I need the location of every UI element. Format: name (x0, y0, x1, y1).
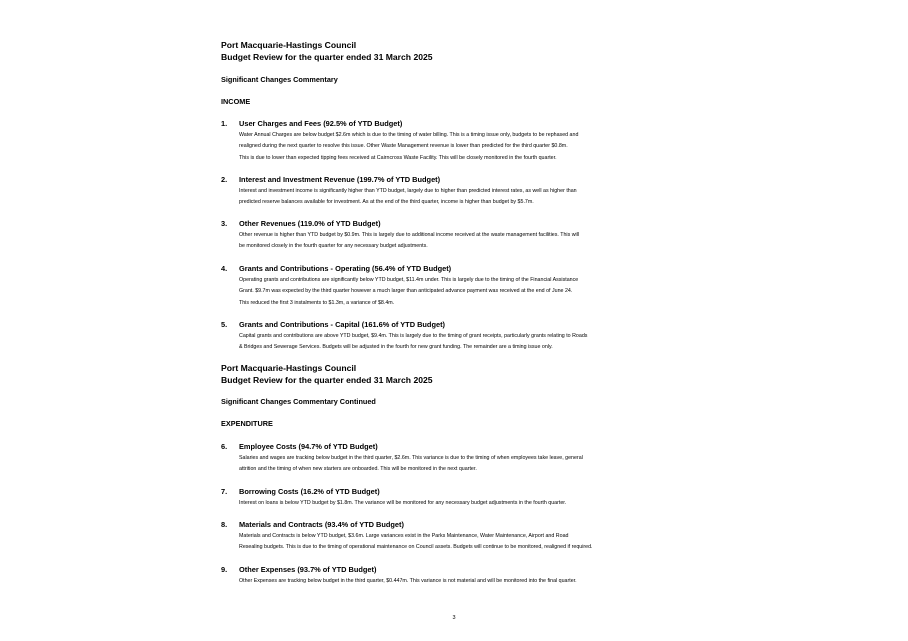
item-number: 2. (221, 175, 228, 184)
item-title: User Charges and Fees (92.5% of YTD Budget) (239, 119, 403, 128)
item-number: 7. (221, 487, 228, 496)
item-body: Salaries and wages are tracking below budget in the third quarter, $2.6m. This variance is due to the timing of when employees take leave, general attrition and the timing of when new starters are onboarded. This will be monitored in the next quarter. (239, 455, 583, 473)
page-number: 3 (452, 615, 456, 621)
item-body: Other Expenses are tracking below budget in the third quarter, $0.447m. This variance is not material and will be monitored into the final quarter. (239, 578, 577, 584)
item-title: Other Expenses (93.7% of YTD Budget) (239, 565, 377, 574)
item-number: 6. (221, 442, 228, 451)
section-heading: Significant Changes Commentary (221, 75, 338, 84)
item-title: Employee Costs (94.7% of YTD Budget) (239, 442, 378, 451)
item-body: Interest and investment income is significantly higher than YTD budget, largely due to higher than predicted interest rates, as well as higher than predicted reserve balances available for investment. As at the end of the third quarter, income is higher than budget by $5.7m. (239, 188, 577, 206)
item-number: 9. (221, 565, 228, 574)
report-header (221, 40, 701, 63)
item-title: Grants and Contributions - Operating (56.4% of YTD Budget) (239, 264, 452, 273)
item-number: 8. (221, 520, 228, 529)
item-body: Capital grants and contributions are above YTD budget, $9.4m. This is largely due to the timing of grant receipts, particularly grants relating to Roads & Bridges and Sewerage Services. Budgets will be adjusted in the fourth for new grant funding. The remainder are a timing issue only. (239, 333, 588, 351)
item-body: Other revenue is higher than YTD budget by $0.9m. This is largely due to additional income received at the waste management facilities. This will be monitored closely in the fourth quarter for any necessary budget adjustments. (239, 232, 580, 250)
organisation-name: Port Macquarie-Hastings Council (221, 363, 357, 373)
item-body: Interest on loans is below YTD budget by $1.8m. The variance will be monitored for any necessary budget adjustments in the fourth quarter. (239, 500, 567, 506)
report-title: Budget Review for the quarter ended 31 March 2025 (221, 51, 433, 62)
item-title: Borrowing Costs (16.2% of YTD Budget) (239, 487, 380, 496)
item-title: Grants and Contributions - Capital (161.6% of YTD Budget) (239, 320, 445, 329)
item-number: 3. (221, 219, 228, 228)
report-title: Budget Review for the quarter ended 31 March 2025 (221, 374, 433, 385)
item-body: Materials and Contracts is below YTD budget, $3.6m. Large variances exist in the Parks Maintenance, Water Maintenance, Airport and Road Resealing budgets. This is due to the timing of operational maintenance on Council assets. Budgets will continue to be monitored, realigned if required. (239, 533, 593, 551)
category-heading-income: INCOME (221, 97, 251, 106)
report-header (221, 363, 701, 386)
item-title: Other Revenues (119.0% of YTD Budget) (239, 219, 381, 228)
section-heading: Significant Changes Commentary Continued (221, 397, 376, 406)
item-number: 5. (221, 320, 228, 329)
item-body: Water Annual Charges are below budget $2.6m which is due to the timing of water billing. This is a timing issue only, budgets to be rephased and realigned during the next quarter to resolve this issue. Other Waste Management revenue is lower than predicted for the third quarter $0.8m. This is due to lower than expected tipping fees received at Cairncross Waste Facility. This will be closely monitored in the fourth quarter. (239, 132, 579, 161)
item-number: 4. (221, 264, 228, 273)
item-title: Materials and Contracts (93.4% of YTD Budget) (239, 520, 404, 529)
category-heading-expenditure: EXPENDITURE (221, 419, 273, 428)
item-body: Operating grants and contributions are significantly below YTD budget, $11.4m under. This is largely due to the timing of the Financial Assistance Grant. $9.7m was expected by the third quarter however a much larger than anticipated advance payment was received at the end of June 24. This reduced the first 3 instalments to $1.3m, a variance of $8.4m. (239, 277, 579, 306)
organisation-name: Port Macquarie-Hastings Council (221, 40, 357, 50)
item-title: Interest and Investment Revenue (199.7% of YTD Budget) (239, 175, 441, 184)
item-number: 1. (221, 119, 228, 128)
